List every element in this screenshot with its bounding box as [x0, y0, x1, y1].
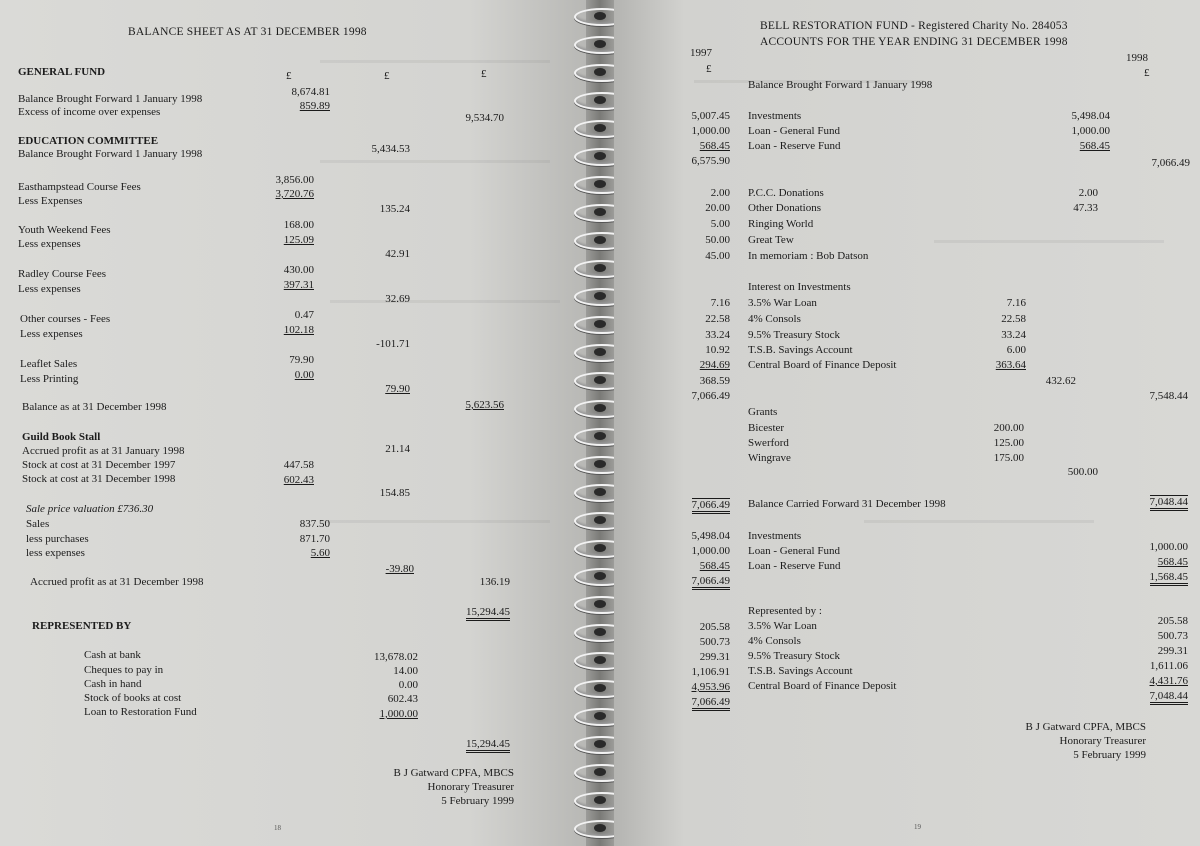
close-loan-rf-label: Loan - Reserve Fund: [748, 560, 841, 572]
rep-war-prev: 205.58: [699, 621, 730, 633]
rep-war-curr: 205.58: [1157, 615, 1188, 627]
close-loan-rf-prev: 568.45: [699, 560, 730, 572]
youth-label: Youth Weekend Fees: [18, 224, 111, 236]
gf-excess-label: Excess of income over expenses: [18, 106, 161, 118]
sales-label: Sales: [26, 518, 50, 530]
right-signature-date: 5 February 1999: [1073, 749, 1146, 761]
expenses-value: 5.60: [310, 547, 330, 559]
pcc-curr: 2.00: [1078, 187, 1098, 199]
close-loan-rf-curr: 568.45: [1157, 556, 1188, 568]
stock98-value: 602.43: [283, 474, 314, 486]
leaflet-net: 79.90: [385, 383, 410, 395]
youth-net: 42.91: [385, 248, 410, 260]
int-tsb-curr: 6.00: [1006, 344, 1026, 356]
int-prev-total-a: 368.59: [699, 375, 730, 387]
edu-bf-value: 5,434.53: [371, 143, 410, 155]
open-inv-label: Investments: [748, 110, 802, 122]
right-signature-role: Honorary Treasurer: [1059, 735, 1146, 747]
easthampstead-less: Less Expenses: [18, 195, 83, 207]
rep-treasury-prev: 299.31: [699, 651, 730, 663]
cf-label: Balance Carried Forward 31 December 1998: [748, 498, 946, 510]
left-grand-total: 15,294.45: [466, 606, 510, 621]
radley-less: Less expenses: [18, 283, 81, 295]
represented-heading: REPRESENTED BY: [32, 620, 132, 632]
gf-excess-value: 859.89: [299, 100, 330, 112]
edu-bf-label: Balance Brought Forward 1 January 1998: [18, 148, 203, 160]
rep-consols-label: 4% Consols: [748, 635, 801, 647]
other-courses-exp: 102.18: [283, 324, 314, 336]
stock98-label: Stock at cost at 31 December 1998: [22, 473, 176, 485]
leaflet-less-printing: Less Printing: [20, 373, 79, 385]
edu-balance-value: 5,623.56: [465, 399, 504, 411]
left-page-number: 18: [274, 824, 281, 832]
other-courses-fees: 0.47: [294, 309, 314, 321]
left-page: [0, 0, 586, 846]
rep-consols-prev: 500.73: [699, 636, 730, 648]
other-don-label: Other Donations: [748, 202, 822, 214]
rep-war-label: 3.5% War Loan: [748, 620, 817, 632]
wingrave-label: Wingrave: [748, 452, 791, 464]
pcc-prev: 2.00: [710, 187, 730, 199]
currency-prev: £: [706, 63, 712, 75]
int-prev-total-b: 7,066.49: [691, 390, 730, 402]
radley-net: 32.69: [385, 293, 410, 305]
int-war-curr: 7.16: [1006, 297, 1026, 309]
other-don-curr: 47.33: [1073, 202, 1098, 214]
cheques-value: 14.00: [393, 665, 418, 677]
easthampstead-net: 135.24: [379, 203, 410, 215]
right-page: [614, 0, 1200, 846]
close-loan-gf-curr: 1,000.00: [1149, 541, 1188, 553]
spiral-binding: [586, 0, 614, 846]
other-courses-label: Other courses - Fees: [20, 313, 111, 325]
grants-heading: Grants: [748, 406, 778, 418]
cheques-label: Cheques to pay in: [84, 664, 164, 676]
int-treasury-prev: 33.24: [705, 329, 730, 341]
currency-curr: £: [1144, 67, 1150, 79]
gf-total: 9,534.70: [465, 112, 504, 124]
cash-bank-label: Cash at bank: [84, 649, 141, 661]
books-label: Stock of books at cost: [84, 692, 182, 704]
leaflet-label: Leaflet Sales: [20, 358, 78, 370]
grants-total: 500.00: [1067, 466, 1098, 478]
cf-prev: 7,066.49: [692, 498, 731, 514]
open-loan-rf-prev: 568.45: [699, 140, 730, 152]
sale-price-label: Sale price valuation £736.30: [26, 503, 154, 515]
loan-label: Loan to Restoration Fund: [84, 706, 197, 718]
gf-bf-label: Balance Brought Forward 1 January 1998: [18, 93, 203, 105]
open-subtotal-prev: 6,575.90: [691, 155, 730, 167]
close-subtotal-prev: 7,066.49: [692, 575, 731, 590]
rep-tsb-label: T.S.B. Savings Account: [748, 665, 853, 677]
currency-col3: £: [481, 68, 487, 80]
stock97-value: 447.58: [283, 459, 314, 471]
open-loan-gf-label: Loan - General Fund: [748, 125, 840, 137]
open-subtotal-curr: 7,066.49: [1151, 157, 1190, 169]
accrued98-label: Accrued profit as at 31 December 1998: [30, 576, 204, 588]
int-tsb-label: T.S.B. Savings Account: [748, 344, 853, 356]
open-loan-gf-prev: 1,000.00: [691, 125, 730, 137]
bicester-value: 200.00: [993, 422, 1024, 434]
wingrave-value: 175.00: [993, 452, 1024, 464]
int-cbf-prev: 294.69: [699, 359, 730, 371]
youth-fees: 168.00: [283, 219, 314, 231]
close-inv-label: Investments: [748, 530, 802, 542]
trading-net: -39.80: [385, 563, 414, 575]
expenses-label: less expenses: [26, 547, 85, 559]
close-loan-gf-label: Loan - General Fund: [748, 545, 840, 557]
int-treasury-label: 9.5% Treasury Stock: [748, 329, 840, 341]
right-signature-name: B J Gatward CPFA, MBCS: [1025, 721, 1146, 733]
loan-value: 1,000.00: [379, 708, 418, 720]
rep-total-curr: 7,048.44: [1150, 690, 1189, 705]
rep-consols-curr: 500.73: [1157, 630, 1188, 642]
memoriam-label: In memoriam : Bob Datson: [748, 250, 869, 262]
memoriam-prev: 45.00: [705, 250, 730, 262]
cash-bank-value: 13,678.02: [374, 651, 418, 663]
purchases-value: 871.70: [299, 533, 330, 545]
close-loan-gf-prev: 1,000.00: [691, 545, 730, 557]
int-curr-total: 7,548.44: [1149, 390, 1188, 402]
radley-fees: 430.00: [283, 264, 314, 276]
currency-col2: £: [384, 70, 390, 82]
edu-balance-label: Balance as at 31 December 1998: [22, 401, 167, 413]
int-consols-label: 4% Consols: [748, 313, 801, 325]
year-prev: 1997: [690, 47, 712, 59]
left-signature-role: Honorary Treasurer: [427, 781, 514, 793]
guild-accrued-label: Accrued profit as at 31 January 1998: [22, 445, 185, 457]
rep-cbf-prev: 4,953.96: [691, 681, 730, 693]
stock-diff: 154.85: [379, 487, 410, 499]
rep-tsb-curr: 1,611.06: [1149, 660, 1188, 672]
leaflet-sales: 79.90: [289, 354, 314, 366]
other-courses-net: -101.71: [376, 338, 410, 350]
tew-label: Great Tew: [748, 234, 794, 246]
close-subtotal-curr: 1,568.45: [1150, 571, 1189, 586]
rep-tsb-prev: 1,106.91: [691, 666, 730, 678]
cash-hand-label: Cash in hand: [84, 678, 142, 690]
tew-prev: 50.00: [705, 234, 730, 246]
left-signature-name: B J Gatward CPFA, MBCS: [393, 767, 514, 779]
rep-cbf-curr: 4,431.76: [1149, 675, 1188, 687]
purchases-label: less purchases: [26, 533, 89, 545]
guild-accrued-value: 21.14: [385, 443, 410, 455]
int-treasury-curr: 33.24: [1001, 329, 1026, 341]
other-courses-less: Less expenses: [20, 328, 83, 340]
leaflet-printing: 0.00: [294, 369, 314, 381]
open-inv-curr: 5,498.04: [1071, 110, 1110, 122]
right-page-number: 19: [914, 823, 921, 831]
year-curr: 1998: [1126, 52, 1148, 64]
easthampstead-fees: 3,856.00: [275, 174, 314, 186]
currency-col1: £: [286, 70, 292, 82]
pcc-label: P.C.C. Donations: [748, 187, 824, 199]
open-inv-prev: 5,007.45: [691, 110, 730, 122]
ringing-prev: 5.00: [710, 218, 730, 230]
left-signature-date: 5 February 1999: [441, 795, 514, 807]
right-represented-heading: Represented by :: [748, 605, 822, 617]
close-inv-prev: 5,498.04: [691, 530, 730, 542]
education-heading: EDUCATION COMMITTEE: [18, 135, 159, 147]
radley-label: Radley Course Fees: [18, 268, 106, 280]
int-war-label: 3.5% War Loan: [748, 297, 817, 309]
stock97-label: Stock at cost at 31 December 1997: [22, 459, 176, 471]
bf-label: Balance Brought Forward 1 January 1998: [748, 79, 933, 91]
rep-cbf-label: Central Board of Finance Deposit: [748, 680, 897, 692]
balance-sheet-title: BALANCE SHEET AS AT 31 DECEMBER 1998: [128, 26, 367, 38]
int-consols-prev: 22.58: [705, 313, 730, 325]
fund-title-line1: BELL RESTORATION FUND - Registered Charity No. 284053: [760, 20, 1068, 32]
ringing-label: Ringing World: [748, 218, 814, 230]
general-fund-heading: GENERAL FUND: [18, 66, 106, 78]
fund-title-line2: ACCOUNTS FOR THE YEAR ENDING 31 DECEMBER 1998: [760, 36, 1068, 48]
swerford-label: Swerford: [748, 437, 789, 449]
gf-bf-value: 8,674.81: [291, 86, 330, 98]
easthampstead-exp: 3,720.76: [275, 188, 314, 200]
other-don-prev: 20.00: [705, 202, 730, 214]
guild-heading: Guild Book Stall: [22, 431, 101, 443]
represented-total: 15,294.45: [466, 738, 510, 753]
int-tsb-prev: 10.92: [705, 344, 730, 356]
books-value: 602.43: [387, 693, 418, 705]
bicester-label: Bicester: [748, 422, 785, 434]
accrued98-value: 136.19: [479, 576, 510, 588]
int-cbf-curr: 363.64: [995, 359, 1026, 371]
open-loan-rf-curr: 568.45: [1079, 140, 1110, 152]
sales-value: 837.50: [299, 518, 330, 530]
interest-heading: Interest on Investments: [748, 281, 851, 293]
youth-less: Less expenses: [18, 238, 81, 250]
rep-treasury-curr: 299.31: [1157, 645, 1188, 657]
int-war-prev: 7.16: [710, 297, 730, 309]
youth-exp: 125.09: [283, 234, 314, 246]
open-loan-gf-curr: 1,000.00: [1071, 125, 1110, 137]
swerford-value: 125.00: [993, 437, 1024, 449]
radley-exp: 397.31: [283, 279, 314, 291]
cash-hand-value: 0.00: [398, 679, 418, 691]
int-subtotal-curr: 432.62: [1045, 375, 1076, 387]
open-loan-rf-label: Loan - Reserve Fund: [748, 140, 841, 152]
cf-curr: 7,048.44: [1150, 495, 1189, 511]
rep-total-prev: 7,066.49: [692, 696, 731, 711]
rep-treasury-label: 9.5% Treasury Stock: [748, 650, 840, 662]
easthampstead-label: Easthampstead Course Fees: [18, 181, 141, 193]
int-cbf-label: Central Board of Finance Deposit: [748, 359, 897, 371]
int-consols-curr: 22.58: [1001, 313, 1026, 325]
